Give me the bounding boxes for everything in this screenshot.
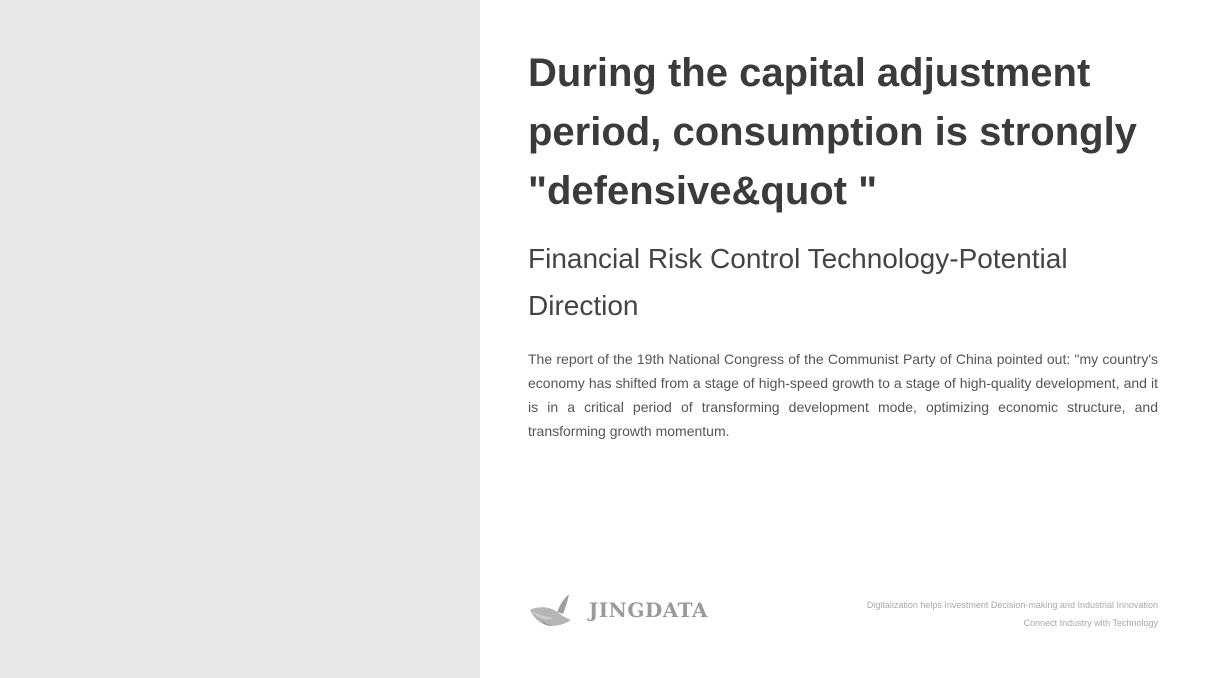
tagline-line-2: Connect Industry with Technology [1023,618,1158,628]
brand-name: JINGDATA [588,598,708,622]
footer-tagline [867,596,1158,632]
slide-title: During the capital adjustment period, consumption is strongly "defensive&quot " [528,51,1137,213]
whale-icon [528,590,575,630]
slide-subtitle: Financial Risk Control Technology-Potential Direction [528,243,1068,321]
content-area [528,44,1158,443]
brand-logo [528,588,708,632]
body-paragraph: The report of the 19th National Congress of the Communist Party of China pointed out: "my country's economy has shifted from a stage of high-speed growth to a stage of high-quality development, and it is in a critical period of transforming development mode, optimizing economic structure, and transforming growth momentum. [528,351,1158,439]
image-placeholder-panel [0,0,480,678]
tagline-line-1: Digitalization helps Investment Decision-making and Industrial Innovation [866,600,1158,610]
